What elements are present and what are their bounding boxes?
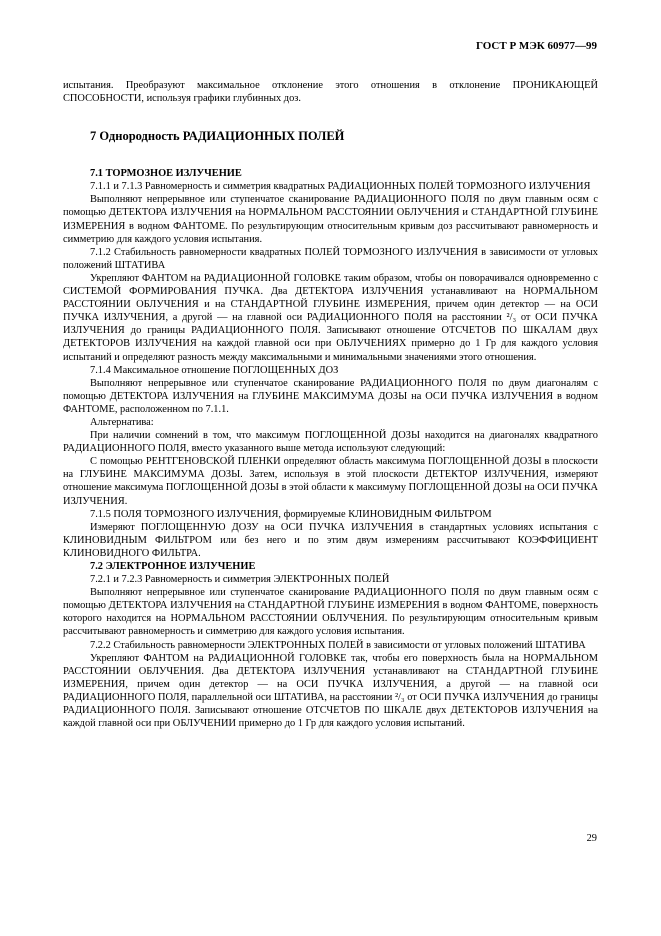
subsection-heading: 7.2 ЭЛЕКТРОННОЕ ИЗЛУЧЕНИЕ bbox=[90, 561, 256, 572]
paragraph: Укрепляют ФАНТОМ на РАДИАЦИОННОЙ ГОЛОВКЕ так, чтобы его поверхность была на НОРМАЛЬНОМ РАССТОЯНИИ ОБЛУЧЕНИЯ. Два ДЕТЕКТОРА ИЗЛУЧЕНИЯ устанавливают на СТАНДАРТНОЙ ГЛУБИНЕ ИЗМЕРЕНИЯ, причем один детектор — на ОСИ ПУЧКА ИЗЛУЧЕНИЯ, а другой — на главной оси РАДИАЦИОННОГО ПОЛЯ, параллельной оси ШТАТИВА, на расстоянии ²/₃ от ОСИ ПУЧКА ИЗЛУЧЕНИЯ до границы РАДИАЦИОННОГО ПОЛЯ. Записывают отношение ОТСЧЕТОВ ПО ШКАЛЕ двух ДЕТЕКТОРОВ ИЗЛУЧЕНИЯ на каждой главной оси при ОБЛУЧЕНИИ примерно до 1 Гр для каждого условия испытаний. bbox=[63, 652, 598, 730]
paragraph: 7.1.2 Стабильность равномерности квадратных ПОЛЕЙ ТОРМОЗНОГО ИЗЛУЧЕНИЯ в зависимости от угловых положений ШТАТИВА bbox=[63, 246, 598, 271]
paragraph: 7.1.4 Максимальное отношение ПОГЛОЩЕННЫХ ДОЗ bbox=[90, 364, 339, 376]
section-heading: 7 Однородность РАДИАЦИОННЫХ ПОЛЕЙ bbox=[90, 129, 345, 144]
paragraph: испытания. Преобразуют максимальное отклонение этого отношения в отклонение ПРОНИКАЮЩЕЙ СПОСОБНОСТИ, используя графики глубинных доз. bbox=[63, 80, 598, 105]
paragraph: Выполняют непрерывное или ступенчатое сканирование РАДИАЦИОННОГО ПОЛЯ по двум главным осям с помощью ДЕТЕКТОРА ИЗЛУЧЕНИЯ на НОРМАЛЬНОМ РАССТОЯНИИ ОБЛУЧЕНИЯ и СТАНДАРТНОЙ ГЛУБИНЕ ИЗМЕРЕНИЯ в водном ФАНТОМЕ. По результирующим относительным кривым доз рассчитывают равномерность и симметрию для каждого условия испытания. bbox=[63, 194, 598, 245]
paragraph: При наличии сомнений в том, что максимум ПОГЛОЩЕННОЙ ДОЗЫ находится на диагоналях квадратного РАДИАЦИОННОГО ПОЛЯ, вместо указанного выше метода используют следующий: bbox=[63, 430, 598, 455]
paragraph: Измеряют ПОГЛОЩЕННУЮ ДОЗУ на ОСИ ПУЧКА ИЗЛУЧЕНИЯ в стандартных условиях испытания с КЛИНОВИДНЫМ ФИЛЬТРОМ или без него и по этим двум измерениям рассчитывают КОЭФФИЦИЕНТ КЛИНОВИДНОГО ФИЛЬТРА. bbox=[63, 521, 598, 559]
paragraph: Выполняют непрерывное или ступенчатое сканирование РАДИАЦИОННОГО ПОЛЯ по двум главным осям с помощью ДЕТЕКТОРА ИЗЛУЧЕНИЯ на СТАНДАРТНОЙ ГЛУБИНЕ ИЗМЕРЕНИЯ в водном ФАНТОМЕ, поверхность которого находится на НОРМАЛЬНОМ РАССТОЯНИИ ОБЛУЧЕНИЯ. По результирующим относительным кривым рассчитывают равномерность и симметрию для каждого условия испытания. bbox=[63, 587, 598, 638]
document-body bbox=[63, 79, 598, 730]
page-number: 29 bbox=[586, 833, 597, 844]
paragraph: Выполняют непрерывное или ступенчатое сканирование РАДИАЦИОННОГО ПОЛЯ по двум диагоналям с помощью ДЕТЕКТОРА ИЗЛУЧЕНИЯ на ГЛУБИНЕ МАКСИМУМА ДОЗЫ на ОСИ ПУЧКА ИЗЛУЧЕНИЯ в водном ФАНТОМЕ, расположенном по 7.1.1. bbox=[63, 377, 598, 415]
subsection-heading: 7.1 ТОРМОЗНОЕ ИЗЛУЧЕНИЕ bbox=[90, 168, 242, 180]
paragraph: 7.1.5 ПОЛЯ ТОРМОЗНОГО ИЗЛУЧЕНИЯ, формируемые КЛИНОВИДНЫМ ФИЛЬТРОМ bbox=[90, 508, 492, 520]
document-header: ГОСТ Р МЭК 60977—99 bbox=[476, 40, 597, 52]
paragraph: Укрепляют ФАНТОМ на РАДИАЦИОННОЙ ГОЛОВКЕ таким образом, чтобы он поворачивался одновременно с СИСТЕМОЙ ФОРМИРОВАНИЯ ПУЧКА. Два ДЕТЕКТОРА ИЗЛУЧЕНИЯ устанавливают на НОРМАЛЬНОМ РАССТОЯНИИ ОБЛУЧЕНИЯ и на СТАНДАРТНОЙ ГЛУБИНЕ ИЗМЕРЕНИЯ, причем один детектор — на ОСИ ПУЧКА ИЗЛУЧЕНИЯ, а другой — на главной оси РАДИАЦИОННОГО ПОЛЯ на расстоянии ²/₃ от ОСИ ПУЧКА ИЗЛУЧЕНИЯ до границы РАДИАЦИОННОГО ПОЛЯ. Записывают отношение ОТСЧЕТОВ ПО ШКАЛАМ двух ДЕТЕКТОРОВ ИЗЛУЧЕНИЯ на каждой главной оси при ОБЛУЧЕНИЯХ примерно до 1 Гр для каждого условия испытаний и определяют разность между максимальными и минимальными значениями этого отношения. bbox=[63, 272, 598, 363]
paragraph: 7.2.2 Стабильность равномерности ЭЛЕКТРОННЫХ ПОЛЕЙ в зависимости от угловых положений ШТАТИВА bbox=[90, 639, 586, 651]
paragraph: Альтернатива: bbox=[90, 416, 154, 428]
paragraph: С помощью РЕНТГЕНОВСКОЙ ПЛЕНКИ определяют область максимума ПОГЛОЩЕННОЙ ДОЗЫ в плоскости на ГЛУБИНЕ МАКСИМУМА ДОЗЫ. Затем, используя в этой плоскости ДЕТЕКТОР ИЗЛУЧЕНИЯ, измеряют отношение максимума ПОГЛОЩЕННОЙ ДОЗЫ в этой области к максимуму ПОГЛОЩЕННОЙ ДОЗЫ на ОСИ ПУЧКА ИЗЛУЧЕНИЯ. bbox=[63, 456, 598, 507]
paragraph: 7.1.1 и 7.1.3 Равномерность и симметрия квадратных РАДИАЦИОННЫХ ПОЛЕЙ ТОРМОЗНОГО ИЗЛУЧЕНИЯ bbox=[90, 181, 591, 193]
paragraph: 7.2.1 и 7.2.3 Равномерность и симметрия ЭЛЕКТРОННЫХ ПОЛЕЙ bbox=[90, 574, 390, 586]
